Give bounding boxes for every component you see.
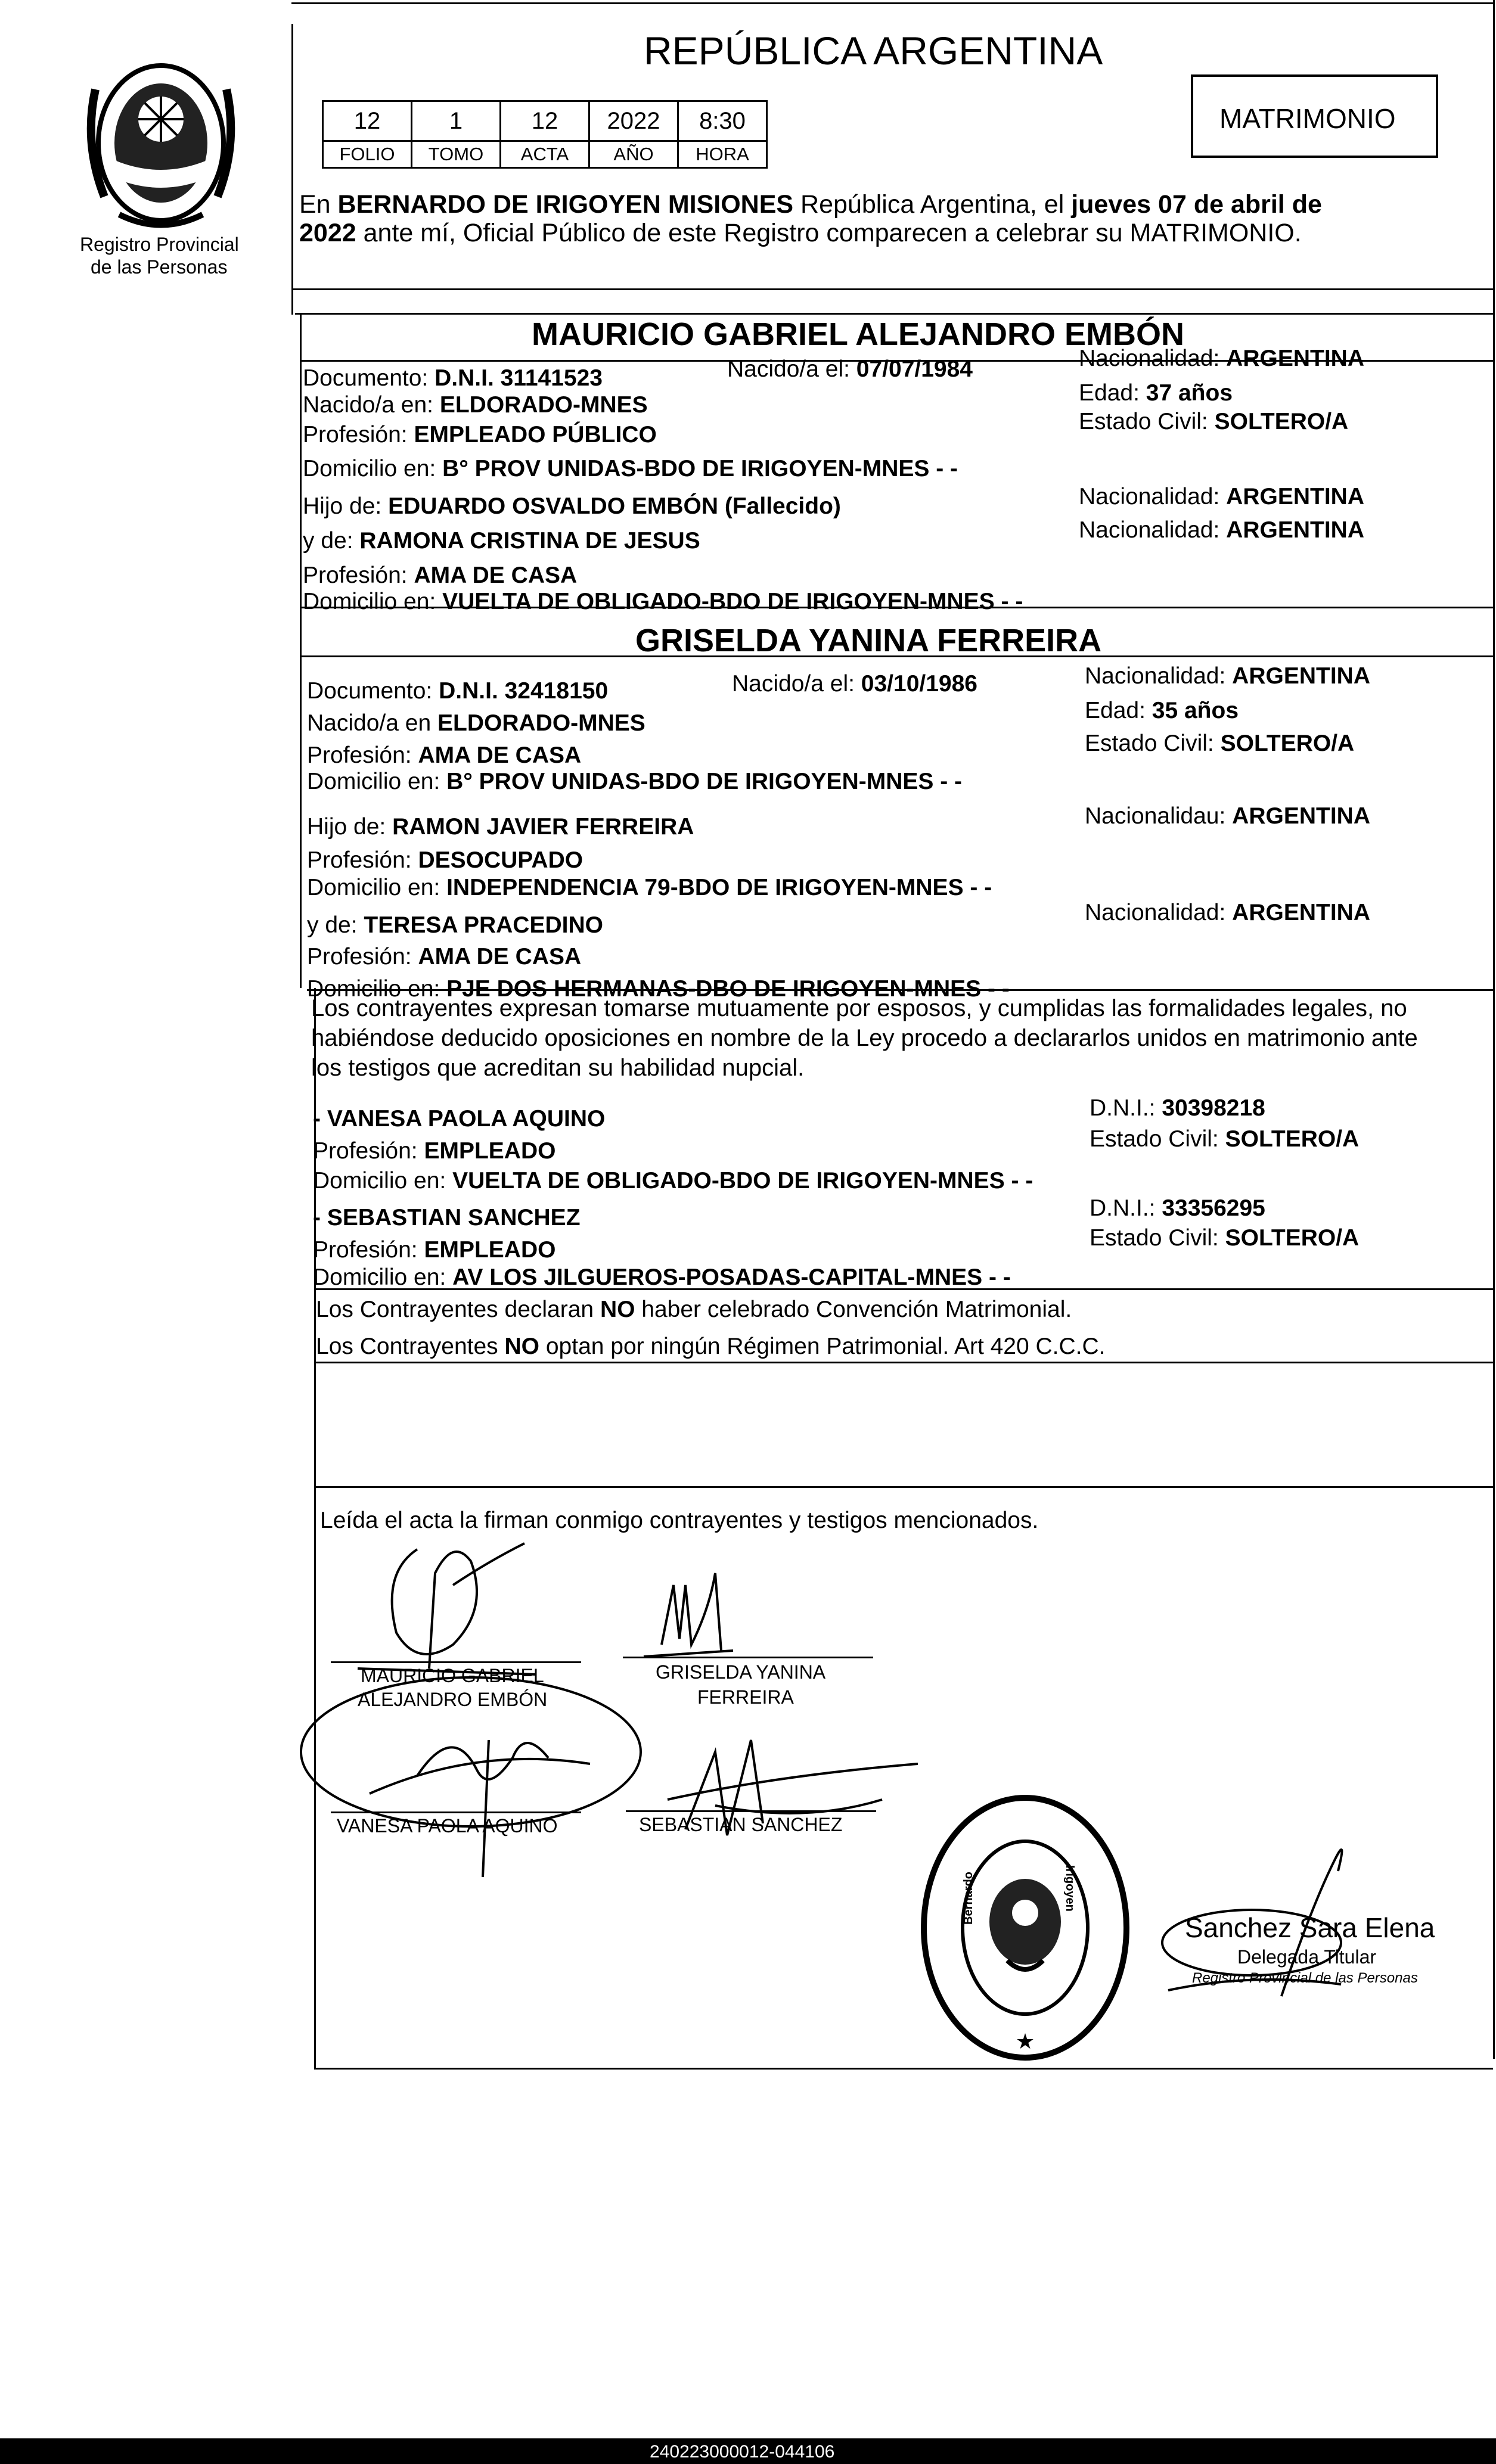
registry-label-line2: de las Personas	[91, 256, 228, 278]
folio-label: FOLIO	[323, 141, 412, 168]
declaration-line2: habiéndose deducido oposiciones en nombre de la Ley procedo a declararlos unidos en matrimonio ante	[311, 1025, 1418, 1051]
intro-line2: 2022 ante mí, Oficial Público de este Registro comparecen a celebrar su MATRIMONIO.	[299, 219, 1302, 247]
record-table	[322, 100, 768, 169]
stamp-side-left: Bernardo	[962, 1872, 975, 1925]
sig2-name-line2: FERREIRA	[697, 1686, 794, 1708]
spouse2-born-in: Nacido/a en ELDORADO-MNES	[307, 710, 645, 736]
spouse1-age: Edad: 37 años	[1079, 380, 1233, 406]
spouse1-name: MAURICIO GABRIEL ALEJANDRO EMBÓN	[532, 316, 1185, 352]
witness2-profession: Profesión: EMPLEADO	[313, 1237, 556, 1263]
anio-value: 2022	[589, 101, 678, 141]
spouse2-document: Documento: D.N.I. 32418150	[307, 678, 609, 704]
spouse1-civil-status: Estado Civil: SOLTERO/A	[1079, 409, 1349, 434]
spouse1-document: Documento: D.N.I. 31141523	[303, 365, 603, 391]
spouse2-nationality: Nacionalidad: ARGENTINA	[1085, 663, 1371, 689]
act-type-label: MATRIMONIO	[1219, 103, 1396, 134]
divider-regime-bottom	[314, 1362, 1493, 1363]
coat-of-arms-icon	[91, 66, 231, 225]
declaration-line3: los testigos que acreditan su habilidad nupcial.	[311, 1055, 805, 1081]
sig1-name-line2: ALEJANDRO EMBÓN	[358, 1689, 548, 1710]
regime-patrimonial: Los Contrayentes NO optan por ningún Régimen Patrimonial. Art 420 C.C.C.	[316, 1334, 1106, 1359]
spouse2-civil-status: Estado Civil: SOLTERO/A	[1085, 731, 1355, 756]
spouse1-mother: y de: RAMONA CRISTINA DE JESUS	[303, 528, 700, 554]
sig3-name: VANESA PAOLA AQUINO	[337, 1815, 558, 1837]
signature-mauricio	[358, 1543, 536, 1674]
folio-value: 12	[323, 101, 412, 141]
spouse1-mother-profession: Profesión: AMA DE CASA	[303, 563, 578, 588]
spouse2-name: GRISELDA YANINA FERREIRA	[635, 623, 1102, 658]
witness1-profession: Profesión: EMPLEADO	[313, 1138, 556, 1164]
hora-label: HORA	[678, 141, 767, 168]
witness1-dni: D.N.I.: 30398218	[1090, 1095, 1265, 1121]
tomo-value: 1	[412, 101, 501, 141]
sig2-name-line1: GRISELDA YANINA	[656, 1661, 826, 1683]
spouse2-father-address: Domicilio en: INDEPENDENCIA 79-BDO DE IRIGOYEN-MNES - -	[307, 875, 992, 900]
barcode-number: 240223000012-044106	[650, 2442, 835, 2462]
spouse2-profession: Profesión: AMA DE CASA	[307, 742, 582, 768]
witness2-dni: D.N.I.: 33356295	[1090, 1195, 1265, 1221]
divider-spouse1-top	[295, 313, 1493, 315]
spouse1-born-on: Nacido/a el: 07/07/1984	[727, 356, 973, 382]
witness1-address: Domicilio en: VUELTA DE OBLIGADO-BDO DE IRIGOYEN-MNES - -	[313, 1168, 1033, 1194]
frame-right	[1493, 0, 1495, 2059]
witness2-address: Domicilio en: AV LOS JILGUEROS-POSADAS-CAPITAL-MNES - -	[313, 1264, 1011, 1290]
spouse2-mother: y de: TERESA PRACEDINO	[307, 912, 603, 938]
spouse2-age: Edad: 35 años	[1085, 698, 1239, 723]
spouse1-profession: Profesión: EMPLEADO PÚBLICO	[303, 422, 657, 448]
acta-label: ACTA	[501, 141, 589, 168]
sig4-line	[626, 1810, 876, 1812]
regime-convention: Los Contrayentes declaran NO haber celebrado Convención Matrimonial.	[316, 1297, 1072, 1322]
frame-top	[291, 2, 1493, 4]
sig1-line	[331, 1661, 581, 1663]
spouse1-address: Domicilio en: B° PROV UNIDAS-BDO DE IRIGOYEN-MNES - -	[303, 456, 958, 481]
declaration-line1: Los contrayentes expresan tomarse mutuamente por esposos, y cumplidas las formalidades legales, no	[311, 995, 1407, 1021]
spouse2-father-nationality: Nacionalidau: ARGENTINA	[1085, 803, 1371, 829]
spouse2-mother-address: Domicilio en: PJE DOS HERMANAS-DBO DE IRIGOYEN-MNES - -	[307, 976, 1010, 1002]
spouse2-address: Domicilio en: B° PROV UNIDAS-BDO DE IRIGOYEN-MNES - -	[307, 769, 963, 794]
witness2-civil-status: Estado Civil: SOLTERO/A	[1090, 1225, 1360, 1251]
spouse1-mother-address: Domicilio en: VUELTA DE OBLIGADO-BDO DE IRIGOYEN-MNES - -	[303, 589, 1023, 614]
intro-line1: En BERNARDO DE IRIGOYEN MISIONES República Argentina, el jueves 07 de abril de	[299, 190, 1322, 219]
spouse2-father: Hijo de: RAMON JAVIER FERREIRA	[307, 814, 694, 840]
frame-left-mid	[300, 315, 302, 988]
spouse2-born-on: Nacido/a el: 03/10/1986	[732, 671, 977, 697]
spouse1-nationality: Nacionalidad: ARGENTINA	[1079, 346, 1365, 371]
tomo-label: TOMO	[412, 141, 501, 168]
svg-text:★: ★	[1015, 2029, 1035, 2053]
official-organization: Registro Provincial de las Personas	[1192, 1970, 1418, 1986]
frame-bottom	[314, 2068, 1493, 2070]
spouse1-father: Hijo de: EDUARDO OSVALDO EMBÓN (Fallecido)	[303, 493, 841, 519]
signature-griselda	[644, 1573, 733, 1657]
witness1-name: - VANESA PAOLA AQUINO	[313, 1106, 606, 1132]
spouse2-father-profession: Profesión: DESOCUPADO	[307, 847, 583, 873]
spouse1-mother-nationality: Nacionalidad: ARGENTINA	[1079, 517, 1365, 543]
country-title: REPÚBLICA ARGENTINA	[644, 29, 1103, 73]
spouse1-father-nationality: Nacionalidad: ARGENTINA	[1079, 484, 1365, 509]
spouse2-mother-profession: Profesión: AMA DE CASA	[307, 944, 582, 970]
divider-header	[291, 288, 1493, 290]
stamp-side-right: Irigoyen	[1063, 1865, 1076, 1912]
anio-label: AÑO	[589, 141, 678, 168]
read-and-signed-line: Leída el acta la firman conmigo contrayentes y testigos mencionados.	[320, 1508, 1039, 1533]
sig2-line	[623, 1657, 873, 1658]
acta-value: 12	[501, 101, 589, 141]
witness2-name: - SEBASTIAN SANCHEZ	[313, 1205, 581, 1231]
official-title: Delegada Titular	[1237, 1946, 1377, 1968]
divider-signatures	[314, 1486, 1493, 1488]
sig1-name-line1: MAURICIO GABRIEL	[361, 1665, 544, 1686]
official-name: Sanchez Sara Elena	[1185, 1912, 1435, 1943]
registry-label-line1: Registro Provincial	[80, 234, 239, 255]
frame-left-upper	[291, 24, 293, 315]
hora-value: 8:30	[678, 101, 767, 141]
sig4-name: SEBASTIAN SANCHEZ	[639, 1814, 843, 1835]
spouse2-mother-nationality: Nacionalidad: ARGENTINA	[1085, 900, 1371, 925]
official-stamp-icon	[924, 1798, 1126, 2058]
sig3-line	[331, 1812, 581, 1813]
spouse1-born-in: Nacido/a en: ELDORADO-MNES	[303, 392, 648, 418]
witness1-civil-status: Estado Civil: SOLTERO/A	[1090, 1126, 1360, 1152]
